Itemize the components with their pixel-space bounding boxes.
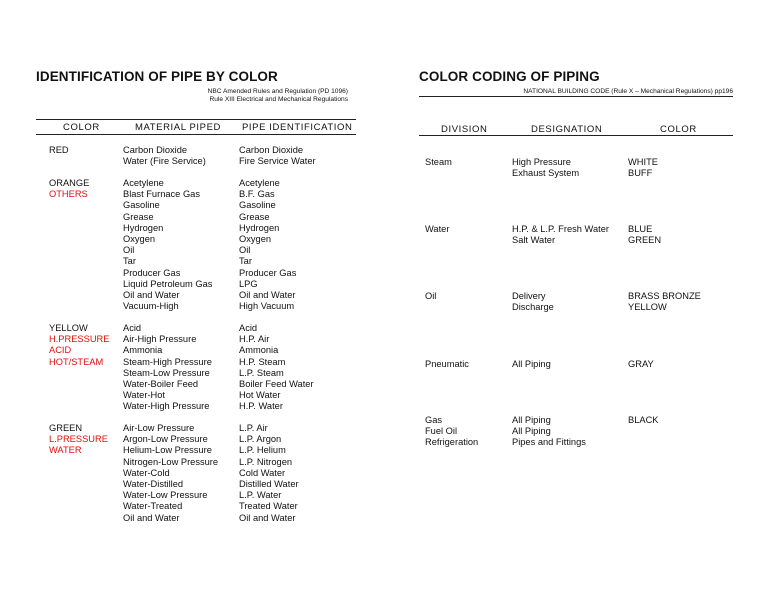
cell-text: Pipes and Fittings: [512, 437, 586, 448]
cell-text: H.P. Air: [239, 334, 270, 345]
cell-text: Oil: [123, 245, 135, 256]
row-color-cell: [628, 359, 654, 370]
group-color-cell: [49, 323, 109, 368]
cell-text: Nitrogen-Low Pressure: [123, 456, 219, 467]
cell-text: Delivery: [512, 291, 546, 301]
cell-text: Producer Gas: [123, 267, 181, 278]
cell-text: Discharge: [512, 302, 554, 313]
color-name: GREEN: [49, 423, 83, 433]
color-note: OTHERS: [49, 189, 88, 200]
cell-text: Water-Boiler Feed: [123, 379, 199, 390]
cell-text: Oxygen: [239, 234, 272, 245]
cell-text: L.P. Nitrogen: [239, 456, 293, 467]
right-subtitle: NATIONAL BUILDING CODE (Rule X – Mechanical Regulations) pp196: [523, 88, 733, 95]
cell-text: H.P. Steam: [239, 356, 286, 367]
cell-text: Tar: [123, 256, 136, 267]
row-designation-cell: [512, 157, 579, 179]
left-header-color: COLOR: [63, 122, 100, 133]
cell-text: Water-Low Pressure: [123, 490, 208, 501]
cell-text: Air-Low Pressure: [123, 423, 195, 433]
cell-text: Tar: [239, 256, 252, 267]
cell-text: Water-Hot: [123, 390, 166, 401]
row-division-cell: [425, 157, 452, 168]
group-identification-cell: [239, 323, 314, 413]
cell-text: High Pressure: [512, 157, 571, 167]
cell-text: All Piping: [512, 426, 551, 437]
row-division-cell: [425, 224, 449, 235]
cell-text: All Piping: [512, 359, 551, 369]
left-subtitle-2: Rule XIII Electrical and Mechanical Regulations: [209, 96, 348, 103]
color-note: H.PRESSURE: [49, 334, 110, 345]
cell-text: Acid: [123, 323, 142, 333]
right-header-top-rule: [419, 96, 733, 97]
right-header-bottom-rule: [419, 135, 733, 136]
left-subtitle-1: NBC Amended Rules and Regulation (PD 1096): [207, 88, 348, 95]
cell-text: Exhaust System: [512, 168, 580, 179]
cell-text: Steam-Low Pressure: [123, 367, 210, 378]
cell-text: Grease: [123, 211, 154, 222]
group-identification-cell: [239, 145, 316, 167]
row-color-cell: [628, 291, 701, 313]
row-division-cell: [425, 359, 469, 370]
cell-text: Ammonia: [123, 345, 163, 356]
right-title: COLOR CODING OF PIPING: [419, 69, 600, 84]
cell-text: Hot Water: [239, 390, 281, 401]
color-note: ACID: [49, 345, 72, 356]
cell-text: Hydrogen: [239, 222, 280, 233]
cell-text: Vacuum-High: [123, 301, 179, 312]
color-note: L.PRESSURE: [49, 434, 108, 445]
cell-text: Distilled Water: [239, 479, 299, 490]
row-color-cell: [628, 157, 658, 179]
cell-text: L.P. Helium: [239, 445, 286, 456]
cell-text: Liquid Petroleum Gas: [123, 278, 213, 289]
cell-text: Oil and Water: [123, 512, 180, 523]
cell-text: Water-Cold: [123, 467, 170, 478]
cell-text: Water-Treated: [123, 501, 183, 512]
cell-text: Carbon Dioxide: [123, 145, 188, 155]
cell-text: H.P. & L.P. Fresh Water: [512, 224, 609, 234]
cell-text: WHITE: [628, 157, 658, 167]
cell-text: Oil and Water: [239, 512, 296, 523]
cell-text: BLACK: [628, 415, 659, 425]
group-identification-cell: [239, 178, 296, 312]
cell-text: Acetylene: [123, 178, 164, 188]
cell-text: Pneumatic: [425, 359, 469, 369]
cell-text: Water-High Pressure: [123, 401, 210, 412]
cell-text: Fuel Oil: [425, 426, 458, 437]
cell-text: Air-High Pressure: [123, 334, 197, 345]
cell-text: BLUE: [628, 224, 653, 234]
cell-text: GREEN: [628, 235, 662, 246]
cell-text: Oil: [239, 245, 251, 256]
cell-text: Gasoline: [239, 200, 276, 211]
cell-text: High Vacuum: [239, 301, 295, 312]
cell-text: Argon-Low Pressure: [123, 434, 208, 445]
cell-text: B.F. Gas: [239, 189, 275, 200]
cell-text: Boiler Feed Water: [239, 379, 314, 390]
cell-text: Treated Water: [239, 501, 298, 512]
color-note: WATER: [49, 445, 82, 456]
cell-text: YELLOW: [628, 302, 667, 313]
cell-text: Acid: [239, 323, 258, 333]
row-designation-cell: [512, 291, 554, 313]
group-material-cell: [123, 178, 212, 312]
cell-text: Acetylene: [239, 178, 280, 188]
right-header-color: COLOR: [660, 124, 697, 135]
group-material-cell: [123, 323, 212, 413]
cell-text: Gasoline: [123, 200, 160, 211]
group-color-cell: [49, 178, 89, 200]
color-name: ORANGE: [49, 178, 90, 188]
color-note: HOT/STEAM: [49, 356, 104, 367]
cell-text: BUFF: [628, 168, 653, 179]
group-color-cell: [49, 423, 108, 457]
cell-text: Hydrogen: [123, 222, 164, 233]
left-header-identification: PIPE IDENTIFICATION: [242, 122, 353, 133]
left-header-top-rule: [36, 119, 356, 120]
group-identification-cell: [239, 423, 299, 524]
cell-text: Blast Furnace Gas: [123, 189, 200, 200]
cell-text: Helium-Low Pressure: [123, 445, 212, 456]
cell-text: Gas: [425, 415, 443, 425]
right-header-designation: DESIGNATION: [531, 124, 603, 135]
cell-text: Steam: [425, 157, 452, 167]
group-material-cell: [123, 145, 206, 167]
cell-text: Water-Distilled: [123, 479, 184, 490]
cell-text: GRAY: [628, 359, 654, 369]
cell-text: Ammonia: [239, 345, 279, 356]
color-name: RED: [49, 145, 69, 155]
cell-text: L.P. Air: [239, 423, 268, 433]
left-header-material: MATERIAL PIPED: [135, 122, 222, 133]
cell-text: Oil: [425, 291, 437, 301]
group-material-cell: [123, 423, 218, 524]
cell-text: Oxygen: [123, 234, 156, 245]
cell-text: Water: [425, 224, 450, 234]
color-name: YELLOW: [49, 323, 88, 333]
cell-text: Fire Service Water: [239, 156, 316, 167]
row-designation-cell: [512, 359, 551, 370]
row-designation-cell: [512, 224, 609, 246]
row-division-cell: [425, 291, 436, 302]
row-color-cell: [628, 224, 661, 246]
cell-text: Producer Gas: [239, 267, 297, 278]
cell-text: L.P. Steam: [239, 367, 284, 378]
cell-text: Water (Fire Service): [123, 156, 206, 167]
right-header-division: DIVISION: [441, 124, 488, 135]
left-title: IDENTIFICATION OF PIPE BY COLOR: [36, 69, 278, 84]
cell-text: All Piping: [512, 415, 551, 425]
cell-text: Grease: [239, 211, 270, 222]
cell-text: Steam-High Pressure: [123, 356, 212, 367]
left-header-bottom-rule: [36, 134, 356, 135]
cell-text: Cold Water: [239, 467, 286, 478]
cell-text: LPG: [239, 278, 258, 289]
cell-text: L.P. Water: [239, 490, 282, 501]
cell-text: BRASS BRONZE: [628, 291, 701, 301]
row-designation-cell: [512, 415, 586, 449]
cell-text: Oil and Water: [123, 290, 180, 301]
cell-text: Refrigeration: [425, 437, 479, 448]
cell-text: L.P. Argon: [239, 434, 282, 445]
cell-text: Salt Water: [512, 235, 556, 246]
cell-text: Oil and Water: [239, 290, 296, 301]
group-color-cell: [49, 145, 69, 156]
cell-text: Carbon Dioxide: [239, 145, 304, 155]
cell-text: H.P. Water: [239, 401, 283, 412]
row-division-cell: [425, 415, 478, 449]
row-color-cell: [628, 415, 659, 426]
